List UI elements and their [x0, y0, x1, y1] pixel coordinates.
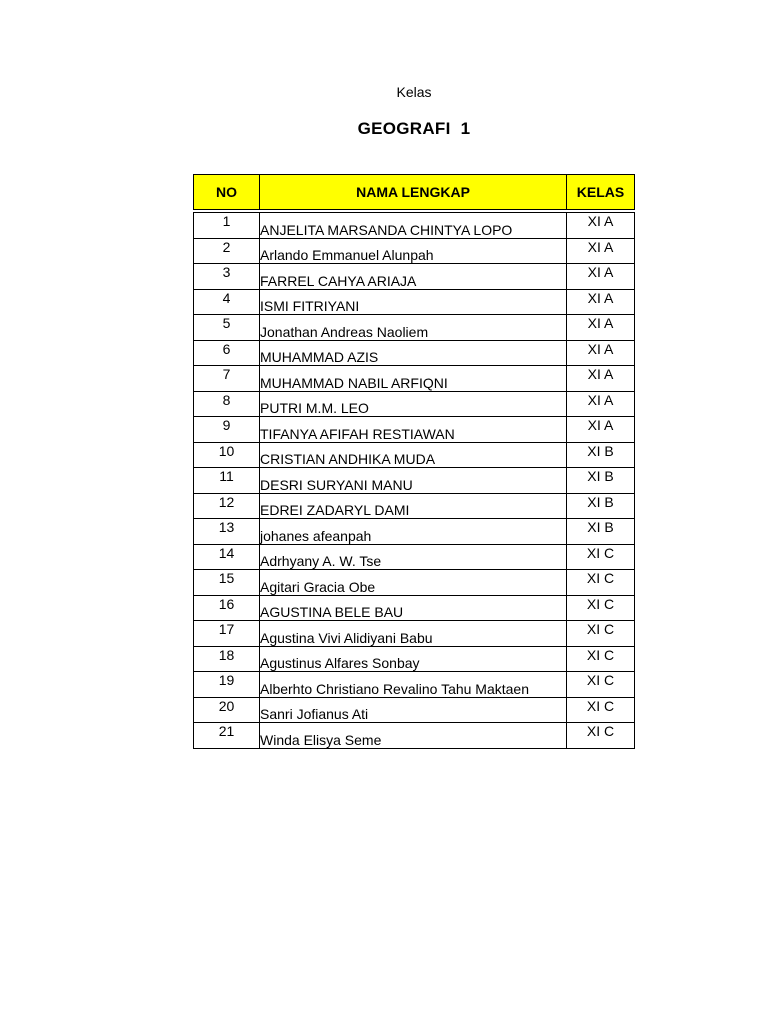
page-title: GEOGRAFI 1 — [357, 119, 471, 138]
row-number: 13 — [194, 519, 260, 545]
table-header-row — [194, 175, 635, 210]
row-number: 18 — [194, 646, 260, 672]
student-name: DESRI SURYANI MANU — [260, 468, 567, 494]
student-name: Agustinus Alfares Sonbay — [260, 646, 567, 672]
student-table — [193, 174, 635, 749]
table-row — [194, 697, 635, 723]
student-name: Agitari Gracia Obe — [260, 570, 567, 596]
row-number: 1 — [194, 213, 260, 239]
row-number: 8 — [194, 391, 260, 417]
row-number: 6 — [194, 340, 260, 366]
row-number: 21 — [194, 723, 260, 749]
row-number: 2 — [194, 238, 260, 264]
row-number: 17 — [194, 621, 260, 647]
student-name: Jonathan Andreas Naoliem — [260, 315, 567, 341]
student-name: Sanri Jofianus Ati — [260, 697, 567, 723]
student-class: XI B — [567, 468, 635, 494]
table-row — [194, 723, 635, 749]
student-name: MUHAMMAD AZIS — [260, 340, 567, 366]
student-class: XI C — [567, 570, 635, 596]
table-row — [194, 442, 635, 468]
row-number: 3 — [194, 264, 260, 290]
table-row — [194, 213, 635, 239]
student-class: XI C — [567, 697, 635, 723]
column-header-kelas: KELAS — [567, 175, 635, 210]
row-number: 19 — [194, 672, 260, 698]
table-row — [194, 646, 635, 672]
table-row — [194, 340, 635, 366]
student-class: XI C — [567, 723, 635, 749]
student-name: johanes afeanpah — [260, 519, 567, 545]
student-class: XI A — [567, 315, 635, 341]
student-name: Adrhyany A. W. Tse — [260, 544, 567, 570]
table-row — [194, 544, 635, 570]
table-row — [194, 493, 635, 519]
student-name: EDREI ZADARYL DAMI — [260, 493, 567, 519]
student-class: XI A — [567, 289, 635, 315]
kelas-label: Kelas — [396, 84, 432, 100]
table-row — [194, 468, 635, 494]
student-name: CRISTIAN ANDHIKA MUDA — [260, 442, 567, 468]
student-class: XI A — [567, 417, 635, 443]
student-name: Arlando Emmanuel Alunpah — [260, 238, 567, 264]
student-class: XI C — [567, 595, 635, 621]
row-number: 16 — [194, 595, 260, 621]
row-number: 9 — [194, 417, 260, 443]
row-number: 10 — [194, 442, 260, 468]
table-row — [194, 672, 635, 698]
table-row — [194, 264, 635, 290]
table-row — [194, 519, 635, 545]
student-name: Winda Elisya Seme — [260, 723, 567, 749]
student-name: TIFANYA AFIFAH RESTIAWAN — [260, 417, 567, 443]
student-class: XI C — [567, 621, 635, 647]
row-number: 12 — [194, 493, 260, 519]
table-row — [194, 391, 635, 417]
student-name: ANJELITA MARSANDA CHINTYA LOPO — [260, 213, 567, 239]
student-class: XI B — [567, 519, 635, 545]
row-number: 15 — [194, 570, 260, 596]
row-number: 4 — [194, 289, 260, 315]
table-body — [194, 210, 635, 749]
student-class: XI A — [567, 264, 635, 290]
row-number: 20 — [194, 697, 260, 723]
student-class: XI B — [567, 442, 635, 468]
student-name: ISMI FITRIYANI — [260, 289, 567, 315]
row-number: 14 — [194, 544, 260, 570]
student-class: XI A — [567, 366, 635, 392]
student-class: XI B — [567, 493, 635, 519]
table-row — [194, 238, 635, 264]
student-name: PUTRI M.M. LEO — [260, 391, 567, 417]
student-name: AGUSTINA BELE BAU — [260, 595, 567, 621]
table-row — [194, 315, 635, 341]
student-class: XI C — [567, 646, 635, 672]
row-number: 7 — [194, 366, 260, 392]
student-class: XI C — [567, 544, 635, 570]
student-class: XI A — [567, 340, 635, 366]
table-row — [194, 621, 635, 647]
student-name: Alberhto Christiano Revalino Tahu Maktaen — [260, 672, 567, 698]
table-row — [194, 366, 635, 392]
student-name: FARREL CAHYA ARIAJA — [260, 264, 567, 290]
student-name: Agustina Vivi Alidiyani Babu — [260, 621, 567, 647]
student-name: MUHAMMAD NABIL ARFIQNI — [260, 366, 567, 392]
table-row — [194, 570, 635, 596]
row-number: 5 — [194, 315, 260, 341]
table-row — [194, 417, 635, 443]
student-class: XI A — [567, 238, 635, 264]
table-row — [194, 595, 635, 621]
table-row — [194, 289, 635, 315]
student-class: XI A — [567, 213, 635, 239]
column-header-nama-lengkap: NAMA LENGKAP — [260, 175, 567, 210]
row-number: 11 — [194, 468, 260, 494]
student-class: XI C — [567, 672, 635, 698]
student-class: XI A — [567, 391, 635, 417]
column-header-no: NO — [194, 175, 260, 210]
